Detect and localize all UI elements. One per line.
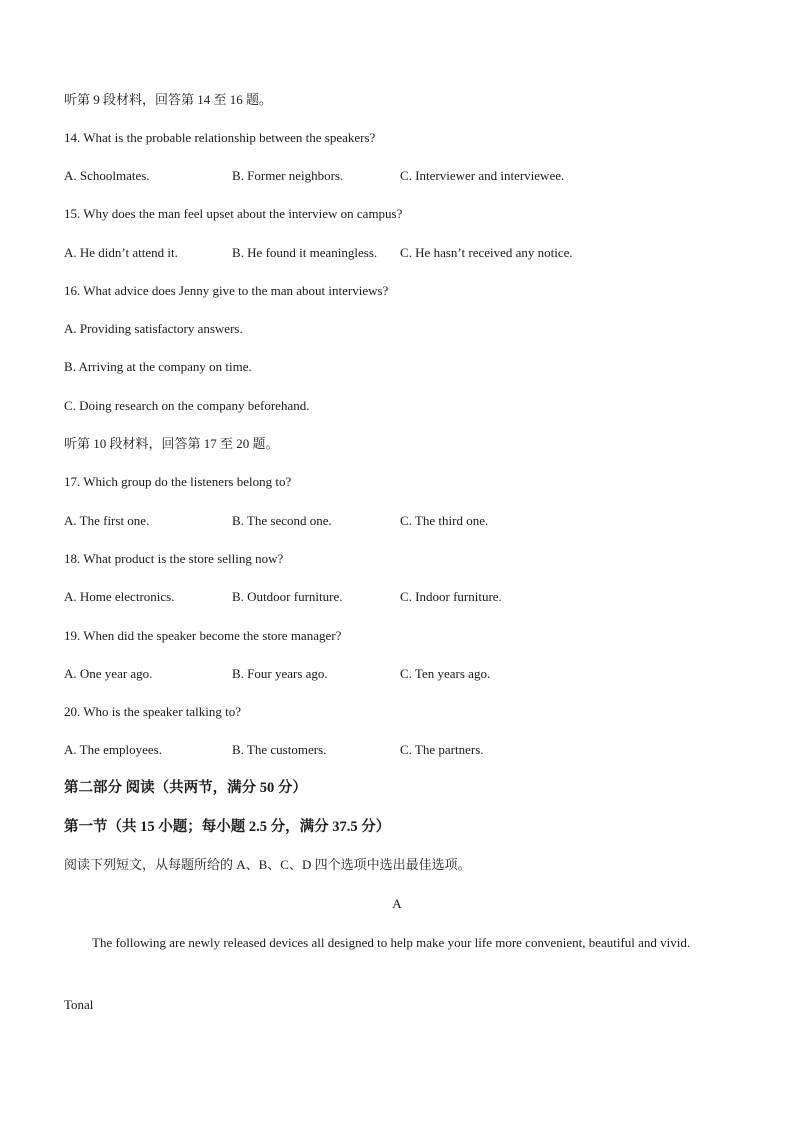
option-18-c: C. Indoor furniture.: [400, 589, 502, 604]
section-one-heading: 第一节（共 15 小题；每小题 2.5 分，满分 37.5 分）: [64, 819, 391, 835]
question-18: 18. What product is the store selling now?: [64, 551, 284, 566]
question-15: 15. Why does the man feel upset about the interview on campus?: [64, 206, 403, 221]
passage-label: A: [392, 896, 402, 911]
question-14: 14. What is the probable relationship between the speakers?: [64, 130, 376, 145]
option-19-b: B. Four years ago.: [232, 666, 328, 681]
option-14-b: B. Former neighbors.: [232, 168, 344, 183]
option-16-b: B. Arriving at the company on time.: [64, 359, 252, 374]
question-17: 17. Which group do the listeners belong to?: [64, 474, 292, 489]
option-17-b: B. The second one.: [232, 513, 332, 528]
option-20-c: C. The partners.: [400, 742, 484, 757]
passage-intro: The following are newly released devices all designed to help make your life more convenient, beautiful and vivid.: [92, 935, 691, 950]
question-20: 20. Who is the speaker talking to?: [64, 704, 242, 719]
option-17-a: A. The first one.: [64, 513, 150, 528]
device-title-tonal: Tonal: [64, 997, 94, 1012]
option-15-b: B. He found it meaningless.: [232, 245, 378, 260]
listening-intro-9: 听第 9 段材料，回答第 14 至 16 题。: [64, 92, 273, 107]
option-17-c: C. The third one.: [400, 513, 489, 528]
option-15-c: C. He hasn’t received any notice.: [400, 245, 573, 260]
option-16-c: C. Doing research on the company beforehand.: [64, 398, 310, 413]
option-18-a: A. Home electronics.: [64, 589, 175, 604]
reading-instruction: 阅读下列短文，从每题所给的 A、B、C、D 四个选项中选出最佳选项。: [64, 857, 471, 872]
question-19: 19. When did the speaker become the store manager?: [64, 628, 342, 643]
part-two-heading: 第二部分 阅读（共两节，满分 50 分）: [64, 780, 307, 796]
question-16: 16. What advice does Jenny give to the man about interviews?: [64, 283, 389, 298]
option-19-c: C. Ten years ago.: [400, 666, 491, 681]
option-15-a: A. He didn’t attend it.: [64, 245, 178, 260]
option-20-a: A. The employees.: [64, 742, 162, 757]
option-19-a: A. One year ago.: [64, 666, 153, 681]
option-14-c: C. Interviewer and interviewee.: [400, 168, 565, 183]
option-18-b: B. Outdoor furniture.: [232, 589, 343, 604]
option-14-a: A. Schoolmates.: [64, 168, 150, 183]
listening-intro-10: 听第 10 段材料，回答第 17 至 20 题。: [64, 436, 279, 451]
option-16-a: A. Providing satisfactory answers.: [64, 321, 243, 336]
option-20-b: B. The customers.: [232, 742, 327, 757]
